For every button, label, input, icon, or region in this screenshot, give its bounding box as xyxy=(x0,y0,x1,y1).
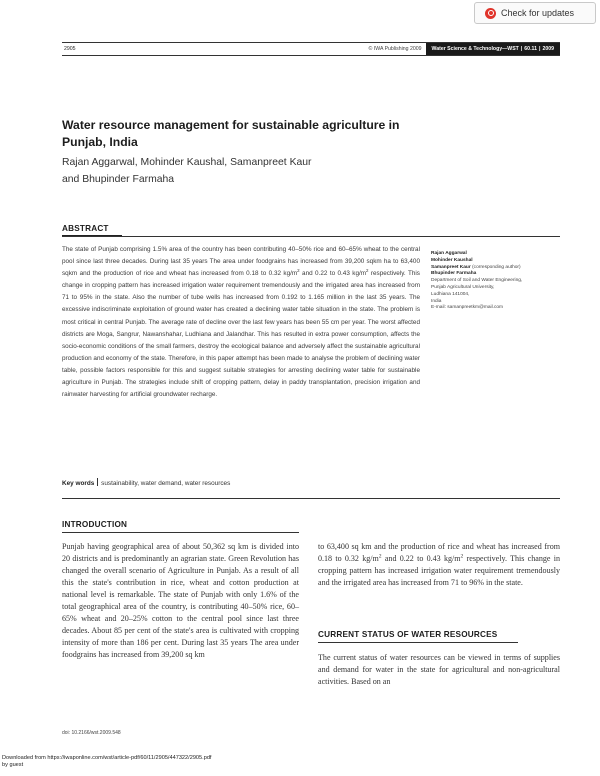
abstract-heading: ABSTRACT xyxy=(62,224,109,233)
download-by: by guest xyxy=(2,762,24,768)
introduction-rule xyxy=(62,532,299,533)
journal-box: Water Science & Technology—WST | 60.11 | 2009 xyxy=(426,43,561,55)
journal-year: 2009 xyxy=(542,46,554,52)
current-status-text: The current status of water resources can be viewed in terms of supplies and demand for water in the state for agricultural and non-agricultural activities. Based on an xyxy=(318,653,560,687)
abstract-bottom-rule xyxy=(62,498,560,499)
abstract-rule xyxy=(62,236,560,237)
introduction-heading: INTRODUCTION xyxy=(62,520,128,529)
publisher-notice: © IWA Publishing 2009 xyxy=(368,46,422,52)
doi: doi: 10.2166/wst.2009.548 xyxy=(62,730,121,736)
running-header xyxy=(62,42,560,56)
current-status-rule xyxy=(318,642,518,643)
authors-line-1: Rajan Aggarwal, Mohinder Kaushal, Samanpreet Kaur xyxy=(62,157,312,168)
introduction-text-continued: to 63,400 sq km and the production of rice and wheat has increased from 0.18 to 0.32 $kg/m^2$ and 0.22 to 0.43 $kg/m^2$ respectively. This change in cropping pattern has increased irrigation water requirement tremendously and the irrigated area has increased from 71 to 96% in the state. xyxy=(318,542,560,588)
keywords-label: Key words xyxy=(62,480,95,487)
authors-line-2: and Bhupinder Farmaha xyxy=(62,174,175,185)
download-notice xyxy=(2,755,211,769)
journal-volume: 60.11 xyxy=(524,46,537,52)
check-for-updates-label: Check for updates xyxy=(501,8,575,18)
update-icon xyxy=(485,8,496,19)
journal-name: Water Science & Technology—WST xyxy=(431,46,519,52)
author-list xyxy=(62,154,382,188)
keywords xyxy=(62,478,420,487)
abstract-text: The state of Punjab comprising 1.5% area of the country has been contributing 40–50% rice and 60–65% wheat to the central pool since last three decades. During last 35 years The area under foodgrains has increased from 39,200 sqkm ha to 63,400 sqkm and the production of rice and wheat has increased from 0.18 to 0.32 $kg/m^2$ and 0.22 to 0.43 $kg/m^2$ respectively. This change in cropping pattern has increased irrigation water requirement tremendously and the irrigated area has increased from 71 to 95% in the state. Also the number of tube wells has increased from 0.192 to 1.165 million in the last 35 years. The excessive indiscriminate exploitation of ground water has created a declining water table situation in the state. The problem is most critical in central Punjab. The average rate of decline over the last few years has been 55 cm per year. The worst affected districts are Moga, Sangrur, Nawanshahar, Ludhiana and Jalandhar. This has resulted in extra power consumption, affects the socio-economic conditions of the small farmers, destroy the ecological balance and adversely affect the sustainable agricultural production and economy of the state. Therefore, in this paper attempt has been made to analyse the problem of declining water table, possible factors responsible for this and suggest suitable strategies for arresting declining water table for sustainable agriculture in Punjab. The strategies include shift of cropping pattern, delay in paddy transplantation, precision irrigation and rainwater harvesting for artificial groundwater recharge. xyxy=(62,246,420,399)
download-url: Downloaded from https://iwaponline.com/wst/article-pdf/60/11/2905/447322/2905.pdf xyxy=(2,755,212,761)
author-email: E-mail: samanpreetkm@mail.com xyxy=(431,305,504,311)
keywords-list: sustainability, water demand, water resources xyxy=(101,480,231,487)
article-title: Water resource management for sustainable agriculture in Punjab, India xyxy=(62,118,400,149)
introduction-text: Punjab having geographical area of about 50,362 sq km is divided into 20 districts and is predominantly an agrarian state. Green Revolution has changed the overall scenario of Agriculture in Punjab. As a result of all this the state's contribution in rice, wheat and cotton production at national level is remarkable. The state of Punjab with only 1.6% of the total geographical area of the country, is contributing 40–50% rice, 60–65% wheat and 20–25% cotton to the central pool since last three decades. About 85 per cent of the state's area is cultivated with cropping intensity of more than 186 per cent. During last 35 years The area under foodgrains has increased from 39,200 sq km xyxy=(62,542,299,660)
page-number: 2905 xyxy=(64,46,76,52)
check-for-updates-button[interactable] xyxy=(474,2,596,24)
affiliation-block: Rajan Aggarwal Mohinder Kaushal Samanpreet Kaur (corresponding author) Bhupinder Farmaha Department of Soil and Water Engineering, Punjab Agricultural University, Ludhiana 141004, India E-mail: samanpreetkm@mail.com xyxy=(431,251,561,312)
current-status-heading: CURRENT STATUS OF WATER RESOURCES xyxy=(318,630,498,639)
